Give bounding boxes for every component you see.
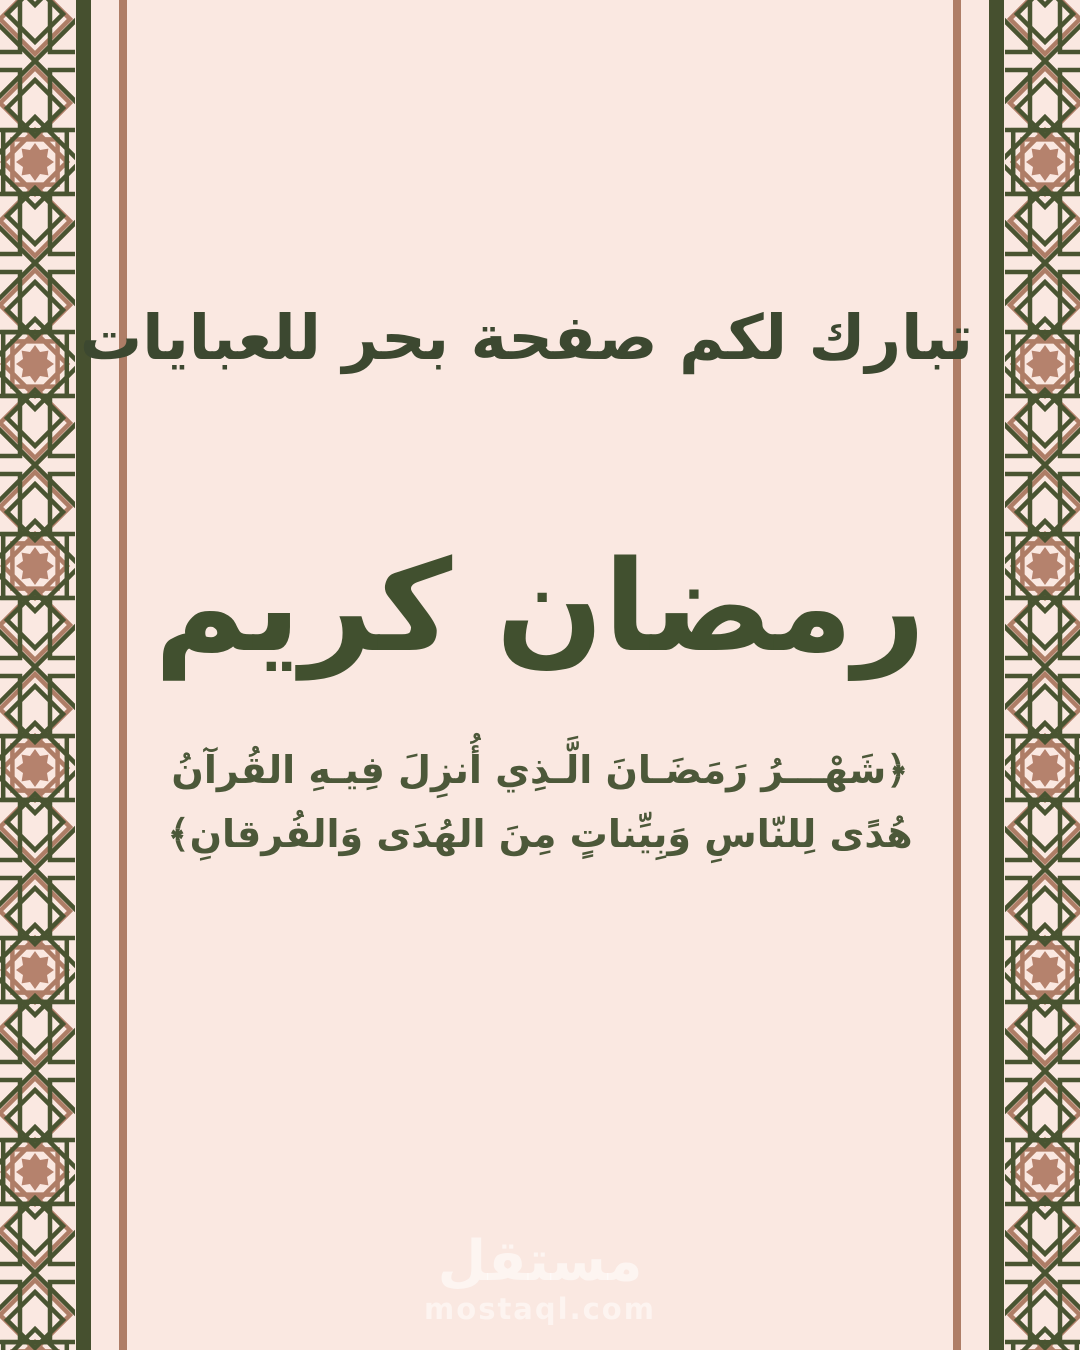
mostaql-logo-arabic: مستقل: [437, 1229, 643, 1294]
rose-hairline-left: [119, 0, 127, 1350]
mostaql-domain-text: mostaql.com: [424, 1292, 656, 1326]
greeting-title: تبارك لكم صفحة بحر للعبايات: [79, 301, 973, 374]
green-border-bar-right: [989, 0, 1004, 1350]
quran-verse: [127, 738, 953, 866]
rose-hairline-right: [953, 0, 961, 1350]
card-content: [79, 0, 973, 1350]
green-border-bar-left: [76, 0, 91, 1350]
verse-line-2: هُدًى لِلنّاسِ وَبِيِّناتٍ مِنَ الهُدَى وَالفُرقانِ﴾: [167, 812, 913, 856]
verse-line-1: ﴿شَهْـــرُ رَمَضَـانَ الَّـذِي أُنزِلَ فِيـهِ القُرآنُ: [171, 748, 909, 792]
ramadan-kareem-calligraphy: رمضان كريم: [154, 533, 926, 680]
islamic-star-pattern-border-right: [1005, 0, 1080, 1350]
islamic-star-pattern-border-left: [0, 0, 75, 1350]
